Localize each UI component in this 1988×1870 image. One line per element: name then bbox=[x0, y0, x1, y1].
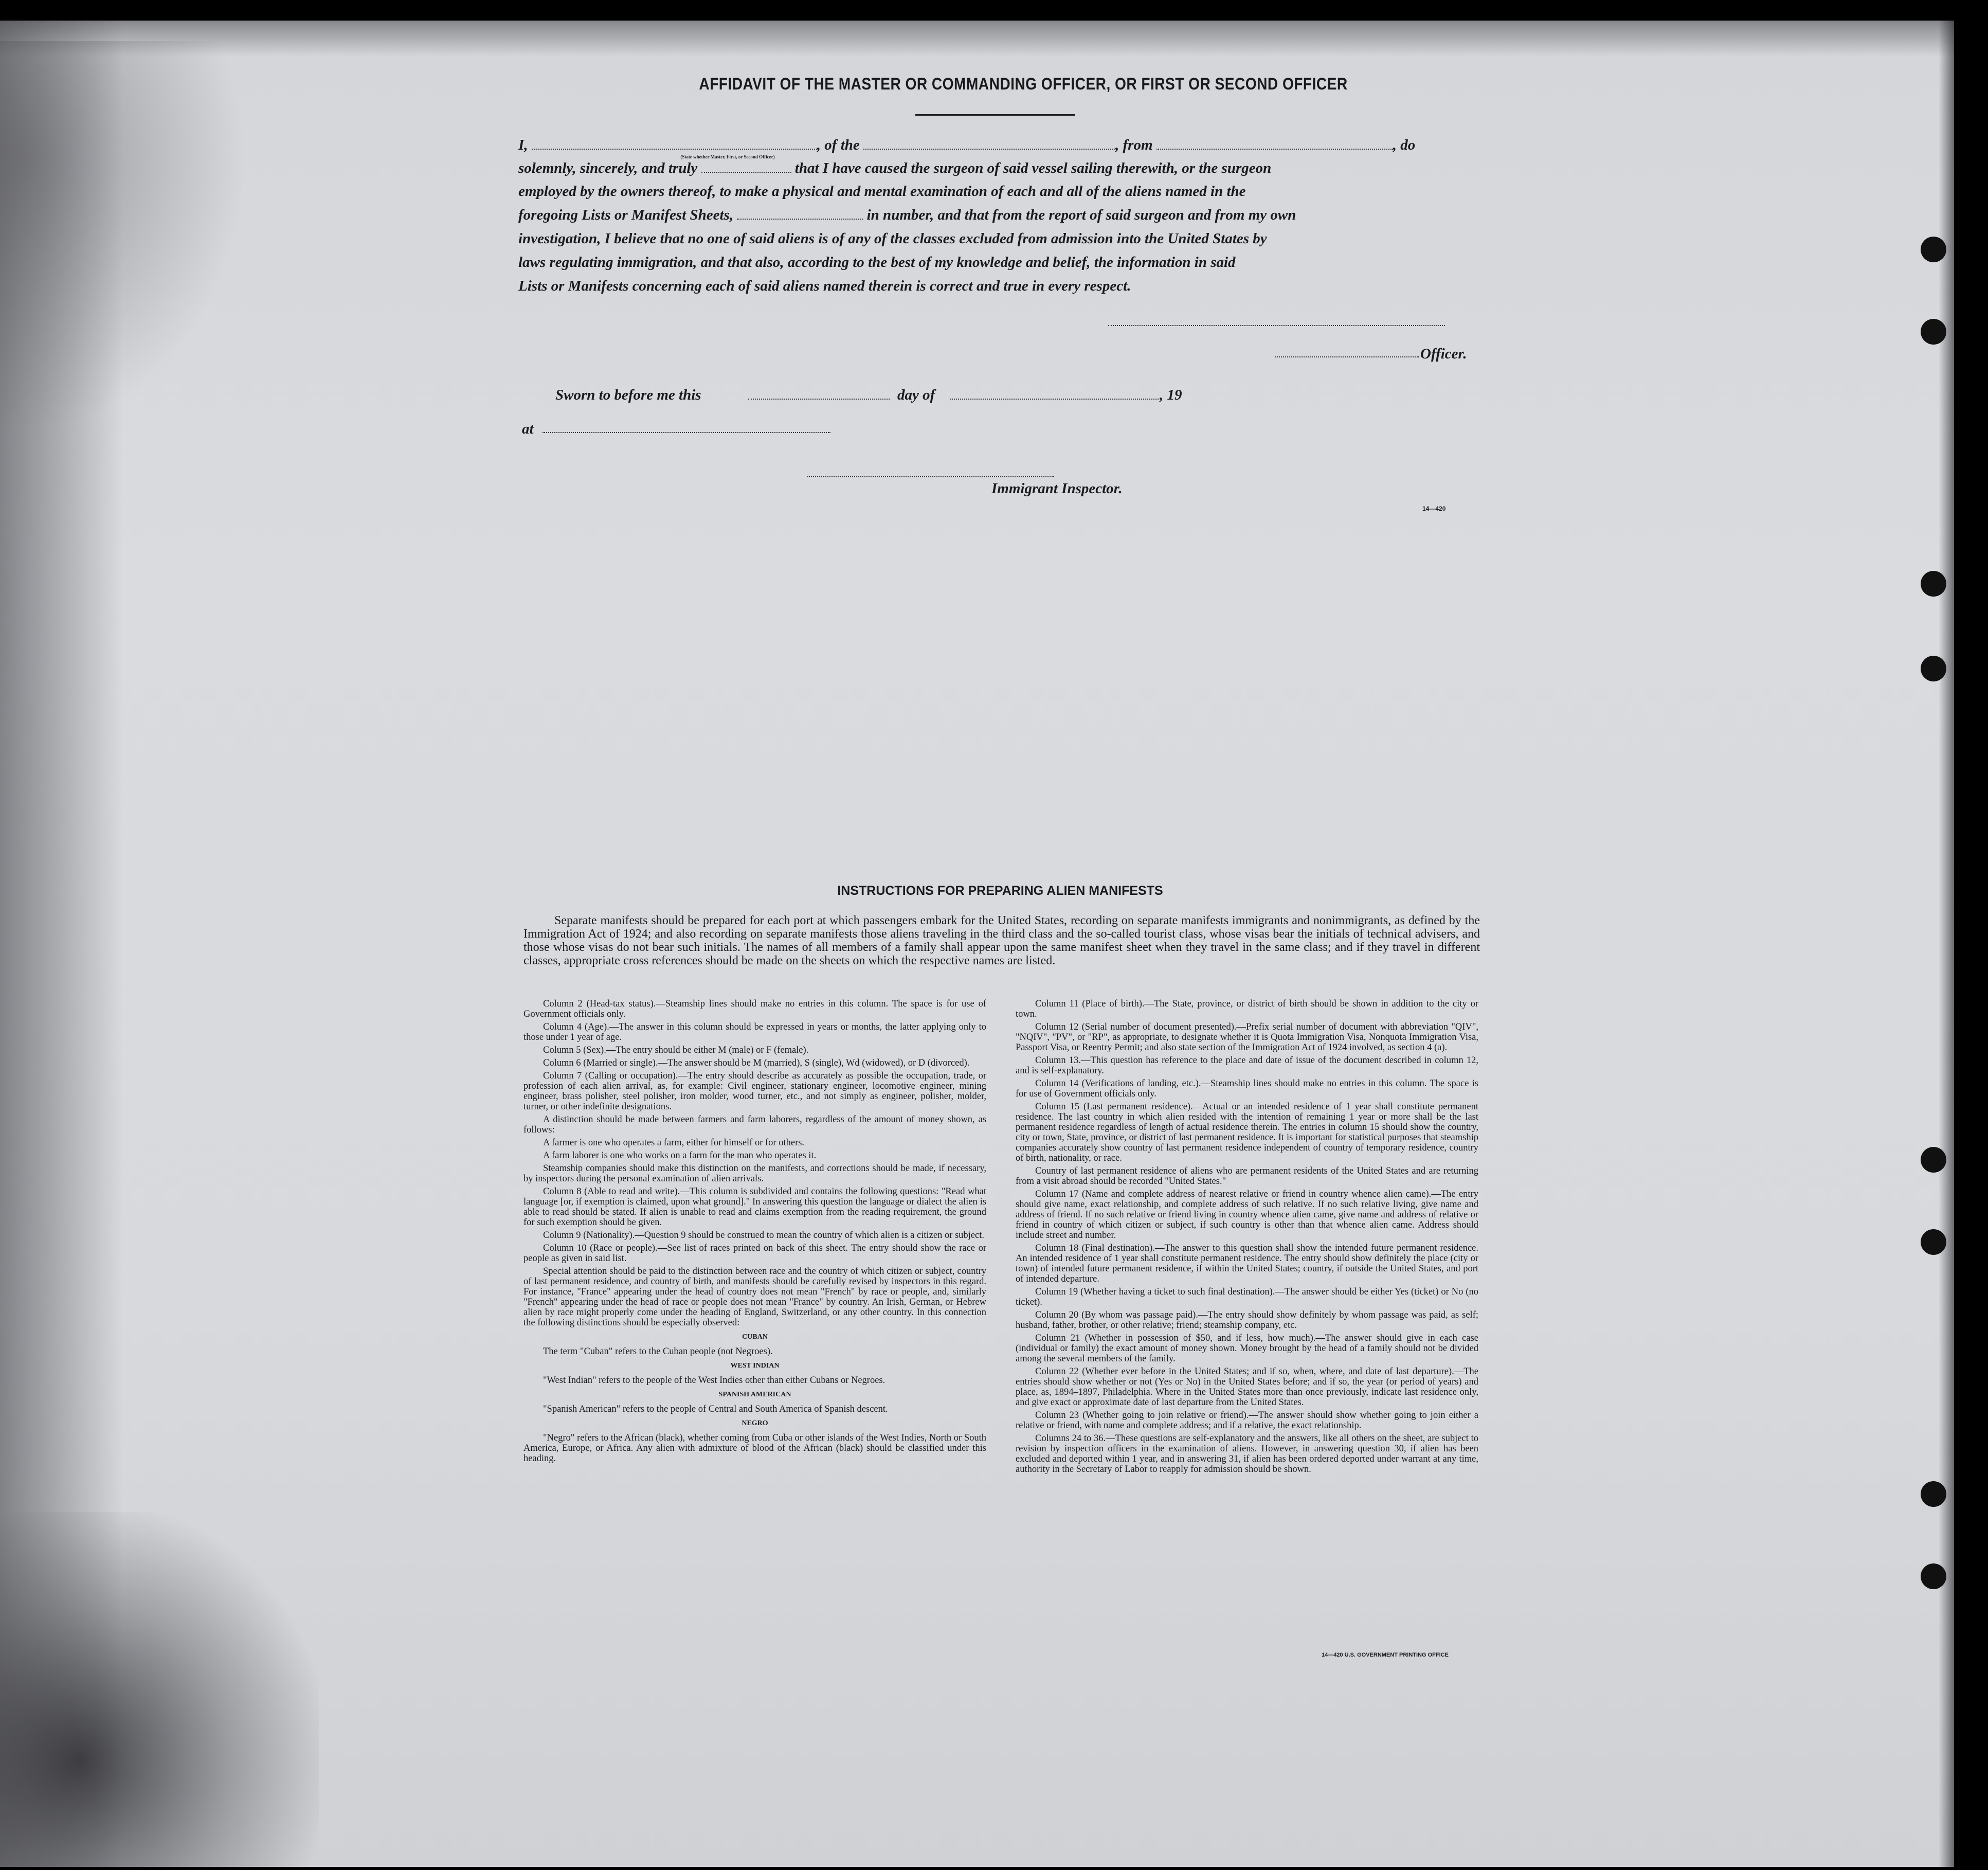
officer-label: Officer. bbox=[1420, 346, 1467, 362]
instruction-paragraph: Steamship companies should make this distinction on the manifests, and corrections should be made, if necessary, by inspectors during the personal examination of alien arrivals. bbox=[523, 1163, 986, 1184]
instructions-title: INSTRUCTIONS FOR PREPARING ALIEN MANIFESTS bbox=[837, 884, 1163, 898]
instruction-paragraph: A farmer is one who operates a farm, either for himself or for others. bbox=[543, 1138, 805, 1148]
cuban-definition: The term "Cuban" refers to the Cuban people (not Negroes). bbox=[543, 1346, 773, 1357]
of-the-label: , of the bbox=[817, 137, 860, 153]
west-indian-definition: "West Indian" refers to the people of the West Indies other than either Cubans or Negroes. bbox=[543, 1375, 885, 1386]
affidavit-line-3: employed by the owners thereof, to make a physical and mental examination of each and all of the aliens named in the bbox=[518, 183, 1246, 200]
affidavit-line-1 bbox=[518, 133, 1478, 157]
instruction-paragraph: Column 23 (Whether going to join relative or friend).—The answer should show whether going to join either a relative or friend, with name and complete address; and if a relative, the exact relationship. bbox=[1016, 1410, 1478, 1431]
officer-signature-line[interactable] bbox=[1108, 325, 1445, 326]
affidavit-i: I, bbox=[518, 137, 528, 153]
affidavit-text: that I have caused the surgeon of said vessel sailing therewith, or the surgeon bbox=[794, 160, 1272, 176]
day-of-label: day of bbox=[897, 387, 935, 403]
instruction-paragraph: Column 5 (Sex).—The entry should be either M (male) or F (female). bbox=[543, 1045, 809, 1055]
instruction-paragraph: Column 2 (Head-tax status).—Steamship lines should make no entries in this column. The space is for use of Government officials only. bbox=[523, 999, 986, 1019]
instruction-paragraph: Column 9 (Nationality).—Question 9 should be construed to mean the country of which alien is a citizen or subject. bbox=[543, 1230, 985, 1240]
instructions-right-column bbox=[1016, 999, 1478, 1662]
instruction-paragraph: Column 12 (Serial number of document presented).—Prefix serial number of document with abbreviation "QIV", "NQIV", "PV", or "RP", as appropriate, to designate whether it is Quota Immigration Visa, Nonquota Immigration Visa, Passport Visa, or Reentry Permit; and also state section of the Immigration Act of 1924 involved, as section 4 (a). bbox=[1016, 1022, 1478, 1053]
instruction-paragraph: Column 20 (By whom was passage paid).—The entry should show definitely by whom passage was paid, as self; husband, father, brother, or other relative; friend; steamship company, etc. bbox=[1016, 1310, 1478, 1330]
instruction-paragraph: Column 17 (Name and complete address of nearest relative or friend in country whence alien came).—The entry should give name, exact relationship, and complete address of such relative. If no such relative living, give name and address of friend. If no such relative or friend living in country whence alien came, give name and address of relative or friend in country of which citizen or subject, if such country is other than that whence alien came. Address should include street and number. bbox=[1016, 1189, 1478, 1240]
instruction-paragraph: Country of last permanent residence of aliens who are permanent residents of the United States and are returning from a visit abroad should be recorded "United States." bbox=[1016, 1166, 1478, 1186]
inspector-label: Immigrant Inspector. bbox=[991, 480, 1123, 497]
officer-name-line[interactable] bbox=[1275, 356, 1419, 357]
instruction-paragraph: Column 8 (Able to read and write).—This column is subdivided and contains the following questions: "Read what language [or, if exemption is claimed, upon what ground]." In answering this question the language or dialect the alien is able to read should be stated. If alien is unable to read and claims exemption from the reading requirement, the ground for such exemption should be given. bbox=[523, 1186, 986, 1228]
punch-hole bbox=[1921, 237, 1946, 262]
punch-hole bbox=[1921, 1481, 1946, 1507]
punch-hole bbox=[1921, 1147, 1946, 1173]
instruction-paragraph: Column 18 (Final destination).—The answer to this question shall show the intended future permanent residence. An intended residence of 1 year shall constitute permanent residence. The entry should show definitely the place (city or town) of intended future permanent residence, if within the United States; country, if outside the United States, and port of intended departure. bbox=[1016, 1243, 1478, 1284]
spanish-american-heading: SPANISH AMERICAN bbox=[718, 1391, 791, 1398]
affidavit-line-5: investigation, I believe that no one of said aliens is of any of the classes excluded from admission into the United States by bbox=[518, 230, 1267, 247]
scan-smudge bbox=[0, 1512, 319, 1867]
scan-smudge bbox=[0, 41, 247, 432]
sworn-label: Sworn to before me this bbox=[555, 387, 701, 403]
instruction-paragraph: Column 13.—This question has reference to the place and date of issue of the document described in column 12, and is self-explanatory. bbox=[1016, 1055, 1478, 1076]
affidavit-title: AFFIDAVIT OF THE MASTER OR COMMANDING OFFICER, OR FIRST OR SECOND OFFICER bbox=[699, 75, 1348, 93]
instruction-paragraph: Special attention should be paid to the distinction between race and the country of which citizen or subject, country of last permanent residence, and country of birth, and manifests should be carefully revised by inspectors in this regard. For instance, "France" appearing under the head of country does not mean "French" by race or people, and, similarly "French" appearing under the head of race or people does not mean "France" by country. An Irish, German, or Hebrew alien by race might properly come under the heading of England, Switzerland, or any other country. In this connection the following distinctions should be especially observed: bbox=[523, 1266, 986, 1328]
at-label: at bbox=[522, 421, 534, 437]
instruction-paragraph: Column 15 (Last permanent residence).—Actual or an intended residence of 1 year shall constitute permanent residence. The last country in which alien resided with the intention of remaining 1 year or more shall be the last permanent residence regardless of length of actual residence therein. The entries in column 15 should show the country, city or town, State, province, or district of last permanent residence. It is important for statistical purposes that steamship companies accurately show country of last permanent residence independent of country of temporary residence, country of birth, nationality, or race. bbox=[1016, 1102, 1478, 1163]
instruction-paragraph: Column 10 (Race or people).—See list of races printed on back of this sheet. The entry should show the race or people as given in said list. bbox=[523, 1243, 986, 1264]
punch-hole bbox=[1921, 571, 1946, 597]
officer-rank-field[interactable] bbox=[532, 137, 817, 150]
scan-shadow-right bbox=[1939, 21, 1954, 1867]
affidavit-line-6: laws regulating immigration, and that also, according to the best of my knowledge and belief, the information in said bbox=[518, 254, 1236, 271]
printing-office-footer: 14—420 U.S. GOVERNMENT PRINTING OFFICE bbox=[1322, 1652, 1449, 1658]
spanish-american-definition: "Spanish American" refers to the people of Central and South America of Spanish descent. bbox=[543, 1404, 888, 1414]
instruction-paragraph: A farm laborer is one who works on a farm for the man who operates it. bbox=[543, 1150, 817, 1161]
negro-definition: "Negro" refers to the African (black), whether coming from Cuba or other islands of the West Indies, North or South America, Europe, or Africa. Any alien with admixture of blood of the African (black) should be classified under this heading. bbox=[523, 1433, 986, 1464]
instruction-paragraph: Column 4 (Age).—The answer in this column should be expressed in years or months, the latter applying only to those under 1 year of age. bbox=[523, 1022, 986, 1042]
punch-hole bbox=[1921, 1563, 1946, 1589]
affidavit-text: foregoing Lists or Manifest Sheets, bbox=[518, 207, 734, 223]
sworn-day-field[interactable] bbox=[748, 399, 890, 400]
instruction-paragraph: A distinction should be made between farmers and farm laborers, regardless of the amount of money shown, as follows: bbox=[523, 1114, 986, 1135]
do-label: , do bbox=[1393, 137, 1416, 153]
instruction-paragraph: Column 21 (Whether in possession of $50, and if less, how much).—The answer should give in each case (individual or family) the exact amount of money shown. Money brought by the head of a family should not be divided among the several members of the family. bbox=[1016, 1333, 1478, 1364]
field-hint: (State whether Master, First, or Second Officer) bbox=[680, 154, 775, 159]
sworn-month-field[interactable] bbox=[950, 399, 1159, 400]
instructions-left-column bbox=[523, 999, 986, 1662]
affidavit-text: solemnly, sincerely, and truly bbox=[518, 160, 698, 176]
form-number: 14—420 bbox=[1422, 505, 1446, 512]
instruction-paragraph: Columns 24 to 36.—These questions are self-explanatory and the answers, like all others on the sheet, are subject to revision by inspection officers in the examination of aliens. However, in answering question 30, if alien has been excluded and deported within 1 year, and in answering 31, if alien has been ordered deported under warrant at any time, authority in the Secretary of Labor to reapply for admission should be shown. bbox=[1016, 1433, 1478, 1475]
from-label: , from bbox=[1115, 137, 1153, 153]
oath-field[interactable] bbox=[701, 160, 791, 173]
vessel-name-field[interactable] bbox=[863, 137, 1115, 150]
instructions-intro: Separate manifests should be prepared for each port at which passengers embark for the United States, recording on separate manifests immigrants and nonimmigrants, as defined by the Immigration Act of 1924; and also recording on separate manifests those aliens traveling in the third class and the so-called tourist class, whose visas bear the initials of technical advisers, and those whose visas do not bear such initials. The names of all members of a family shall appear upon the same manifest sheet when they travel in the same class; and if they travel in different classes, appropriate cross references should be made on the sheets on which the respective names are listed. bbox=[523, 914, 1480, 967]
instruction-paragraph: Column 6 (Married or single).—The answer should be M (married), S (single), Wd (widowed), or D (divorced). bbox=[543, 1058, 970, 1068]
cuban-heading: CUBAN bbox=[742, 1333, 768, 1341]
punch-hole bbox=[1921, 319, 1946, 345]
negro-heading: NEGRO bbox=[742, 1419, 768, 1427]
year-label: , 19 bbox=[1160, 387, 1182, 403]
from-port-field[interactable] bbox=[1156, 137, 1393, 150]
instruction-paragraph: Column 14 (Verifications of landing, etc.).—Steamship lines should make no entries in this column. The space is for use of Government officials only. bbox=[1016, 1078, 1478, 1099]
instruction-paragraph: Column 19 (Whether having a ticket to such final destination).—The answer should be either Yes (ticket) or No (no ticket). bbox=[1016, 1287, 1478, 1307]
title-underline bbox=[915, 114, 1075, 116]
inspector-signature-line[interactable] bbox=[807, 476, 1054, 477]
sworn-place-field[interactable] bbox=[543, 432, 830, 433]
punch-hole bbox=[1921, 1229, 1946, 1255]
affidavit-line-4 bbox=[518, 203, 1478, 227]
instruction-paragraph: Column 11 (Place of birth).—The State, province, or district of birth should be shown in addition to the city or town. bbox=[1016, 999, 1478, 1019]
punch-hole bbox=[1921, 656, 1946, 681]
affidavit-line-7: Lists or Manifests concerning each of said aliens named therein is correct and true in every respect. bbox=[518, 278, 1131, 294]
scan-shadow-top bbox=[0, 21, 1954, 57]
affidavit-text: in number, and that from the report of said surgeon and from my own bbox=[866, 207, 1296, 223]
instruction-paragraph: Column 7 (Calling or occupation).—The entry should describe as accurately as possible the occupation, trade, or profession of each alien arrival, as, for example: Civil engineer, stationary engineer, locomotive engineer, mining engineer, brass polisher, steel polisher, iron molder, wood turner, etc., and not simply as engineer, polisher, molder, turner, or other indefinite designations. bbox=[523, 1071, 986, 1112]
affidavit-line-2 bbox=[518, 156, 1478, 181]
west-indian-heading: WEST INDIAN bbox=[730, 1362, 780, 1370]
sheets-count-field[interactable] bbox=[737, 207, 863, 220]
instruction-paragraph: Column 22 (Whether ever before in the United States; and if so, when, where, and date of last departure).—The entries should show whether or not (Yes or No) in the United States before; and if so, the year (or period of years) and place, as, 1894–1897, Philadelphia. Where in the United States more than once previously, indicate last residence only, and give exact or approximate date of last departure from the United States. bbox=[1016, 1366, 1478, 1408]
